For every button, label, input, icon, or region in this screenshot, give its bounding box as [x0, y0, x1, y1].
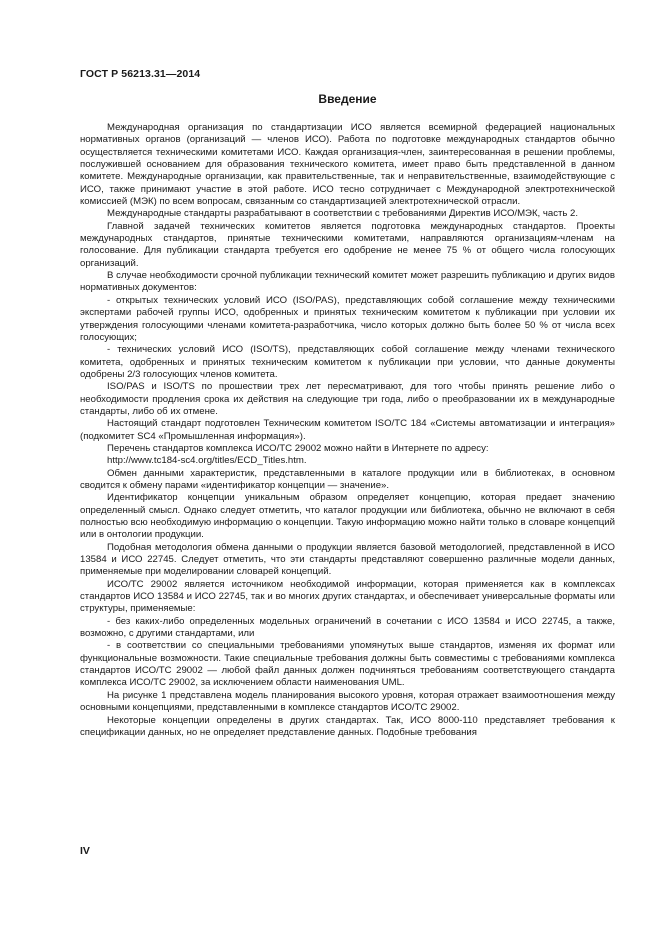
- list-item: - технических условий ИСО (ISO/TS), представляющих собой соглашение между членами технического комитета, одобренных и принятых техническим комитетом к публикации при условии, что данные документы одобрены 2/3 голосующих членов комитета.: [80, 344, 615, 380]
- paragraph: Обмен данными характеристик, представленными в каталоге продукции или в библиотеках, в основном сводится к обмену парами «идентификатор концепции — значение».: [80, 467, 615, 491]
- list-item: - в соответствии со специальными требованиями упомянутых выше стандартов, изменяя их формат или функциональные возможности. Такие специальные требования должны быть совместимы с требованиями комплекса стандартов ИСО/ТС 29002 — любой файл данных должен подчиняться требованиям соответствующего стандарта комплекса ИСО/ТС 29002, за исключением области наименования UML.: [80, 640, 615, 689]
- paragraph: ISO/PAS и ISO/TS по прошествии трех лет пересматривают, для того чтобы принять решение либо о необходимости продления срока их действия на следующие три года, либо о преобразовании их в международные стандарты, либо об их отмене.: [80, 381, 615, 417]
- paragraph: Настоящий стандарт подготовлен Техническим комитетом ISO/TC 184 «Системы автоматизации и интеграция» (подкомитет SC4 «Промышленная информация»).: [80, 418, 615, 442]
- list-item: - без каких-либо определенных модельных ограничений в сочетании с ИСО 13584 и ИСО 22745, а также, возможно, с другими стандартами, или: [80, 615, 615, 640]
- page-number: IV: [80, 845, 90, 857]
- paragraph: Некоторые концепции определены в других стандартах. Так, ИСО 8000-110 представляет требования к спецификации данных, но не определяет представление данных. Подобные требования: [80, 714, 615, 738]
- paragraph: Международная организация по стандартизации ИСО является всемирной федерацией национальных нормативных органов (организаций — членов ИСО). Работа по подготовке международных стандартов обычно осуществляется техническими комитетами ИСО. Каждая организация-член, заинтересованная в решении проблемы, послужившей основанием для образования технического комитета, имеет право быть представленной в данном комитете. Международные организации, как правительственные, так и неправительственные, взаимодействующие с ИСО, также принимают участие в этой работе. ИСО тесно сотрудничает с Международной электротехнической комиссией (МЭК) по всем вопросам, связанным со стандартизацией электротехнической отрасли.: [80, 122, 615, 208]
- paragraph: Подобная методология обмена данными о продукции является базовой методологией, представленной в ИСО 13584 и ИСО 22745. Следует отметить, что эти стандарты представляют совершенно различные модели данных, применяемые при моделировании словарей концепций.: [80, 541, 615, 578]
- paragraph: Идентификатор концепции уникальным образом определяет концепцию, которая предает значению определенный смысл. Однако следует отметить, что каталог продукции или библиотека, обычно не включают в себя полностью всю необходимую информацию о концепции. Такую информацию можно найти только в словаре концепций или в онтологии продукции.: [80, 492, 615, 541]
- list-item: - открытых технических условий ИСО (ISO/PAS), представляющих собой соглашение между техническими экспертами рабочей группы ИСО, одобренных и принятых техническим комитетом к публикации при условии их утверждения голосующими членами комитета-разработчика, число которых должно быть более 50 % от числа всех голосующих;: [80, 294, 615, 343]
- paragraph: В случае необходимости срочной публикации технический комитет может разрешить публикацию и других видов нормативных документов:: [80, 270, 615, 294]
- paragraph: Главной задачей технических комитетов является подготовка международных стандартов. Проекты международных стандартов, принятые техническими комитетами, направляются организациям-членам на голосование. Для публикации стандарта требуется его одобрение не менее 75 % от общего числа голосующих организаций.: [80, 220, 615, 269]
- document-body: [80, 122, 615, 739]
- paragraph: На рисунке 1 представлена модель планирования высокого уровня, которая отражает взаимоотношения между основными концепциями, представленными в комплексе стандартов ИСО/ТС 29002.: [80, 689, 615, 714]
- paragraph: Перечень стандартов комплекса ИСО/ТС 29002 можно найти в Интернете по адресу:: [107, 442, 489, 454]
- paragraph: ИСО/ТС 29002 является источником необходимой информации, которая применяется как в комплексах стандартов ИСО 13584 и ИСО 22745, так и во многих других стандартах, и обеспечивает универсальные форматы или структуры, применяемые:: [80, 578, 615, 615]
- section-title: Введение: [318, 92, 377, 106]
- document-header: ГОСТ Р 56213.31—2014: [80, 68, 201, 80]
- paragraph: Международные стандарты разрабатывают в соответствии с требованиями Директив ИСО/МЭК, часть 2.: [107, 208, 579, 220]
- url-text: http://www.tc184-sc4.org/titles/ECD_Titles.htm.: [107, 455, 307, 467]
